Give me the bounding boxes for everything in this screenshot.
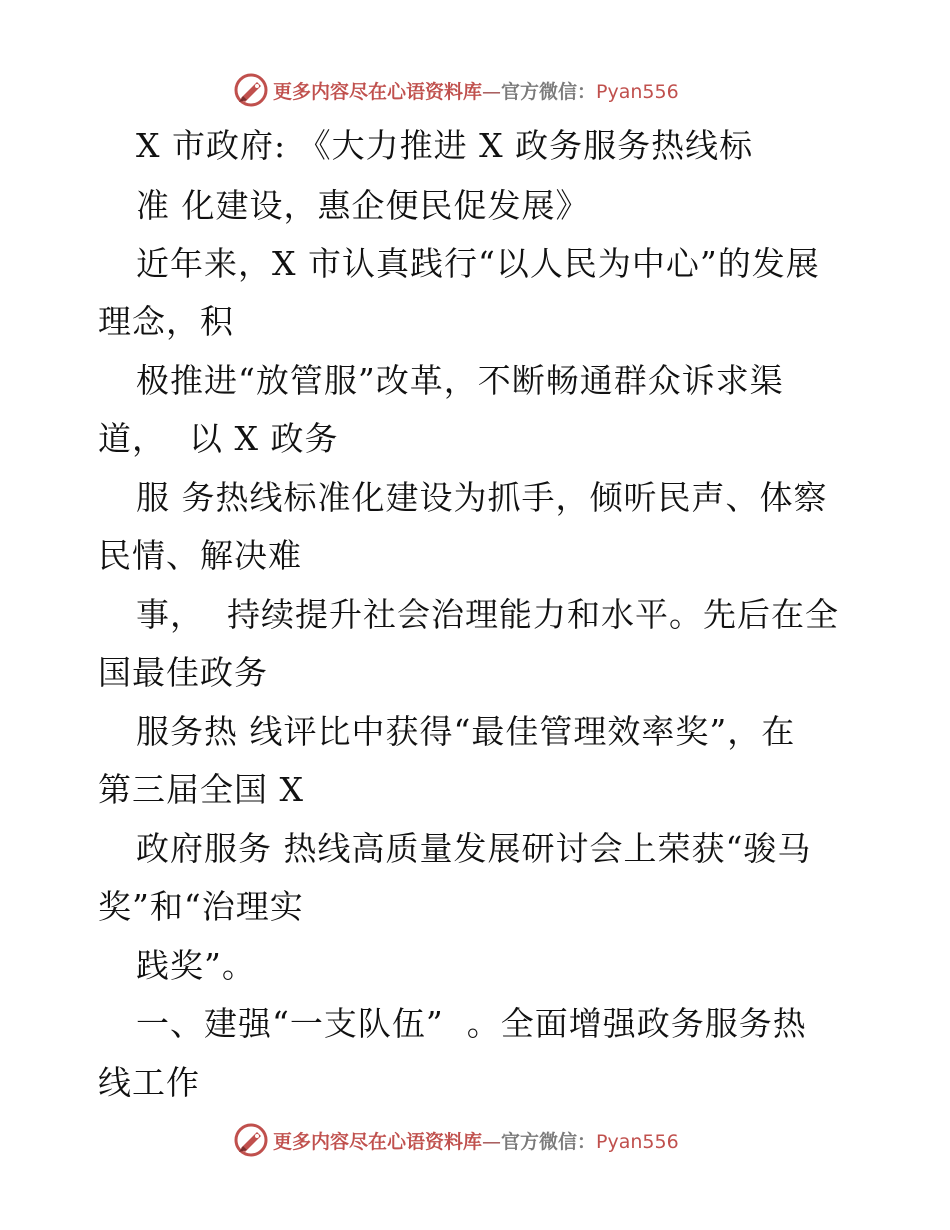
doc-paragraph-line: 服 务热线标准化建设为抓手，倾听民声、体察 — [136, 478, 828, 517]
doc-paragraph-line: 线工作 — [98, 1063, 200, 1102]
doc-paragraph-line: 践奖”。 — [136, 946, 256, 985]
header-banner-text — [273, 77, 679, 104]
doc-paragraph-line: 近年来，X 市认真践行“以人民为中心”的发展 — [136, 244, 820, 283]
footer-wechat-id: Pyan556 — [596, 1130, 679, 1153]
footer-library-text: 更多内容尽在心语资料库 — [273, 1130, 483, 1153]
header-wechat-id: Pyan556 — [596, 80, 679, 103]
footer-banner — [233, 1122, 679, 1158]
doc-paragraph-line: 事， 持续提升社会治理能力和水平。先后在全 — [136, 595, 839, 634]
doc-paragraph-line: 民情、解决难 — [98, 536, 302, 575]
footer-banner-text — [273, 1127, 679, 1154]
footer-separator: — — [482, 1130, 502, 1153]
doc-paragraph-line: 国最佳政务 — [98, 653, 268, 692]
pen-nib-logo-icon — [233, 1122, 269, 1158]
doc-section-heading-line: 一、建强“一支队伍” 。全面增强政务服务热 — [136, 1004, 807, 1043]
header-library-text: 更多内容尽在心语资料库 — [273, 80, 483, 103]
doc-paragraph-line: 第三届全国 X — [98, 770, 304, 809]
header-banner — [233, 72, 679, 108]
doc-title-line-1: X 市政府: 《大力推进 X 政务服务热线标 — [136, 126, 754, 165]
doc-paragraph-line: 政府服务 热线高质量发展研讨会上荣获“骏马 — [136, 829, 812, 868]
doc-paragraph-line: 道， 以 X 政务 — [98, 419, 339, 458]
header-official-text: 官方微信： — [501, 80, 597, 103]
doc-paragraph-line: 理念，积 — [98, 302, 234, 341]
doc-paragraph-line: 奖”和“治理实 — [98, 887, 304, 926]
pen-nib-logo-icon — [233, 72, 269, 108]
footer-official-text: 官方微信： — [501, 1130, 597, 1153]
header-separator: — — [482, 80, 502, 103]
doc-paragraph-line: 服务热 线评比中获得“最佳管理效率奖”，在 — [136, 712, 796, 751]
doc-title-line-2: 准 化建设，惠企便民促发展》 — [136, 186, 590, 225]
doc-paragraph-line: 极推进“放管服”改革，不断畅通群众诉求渠 — [136, 361, 784, 400]
